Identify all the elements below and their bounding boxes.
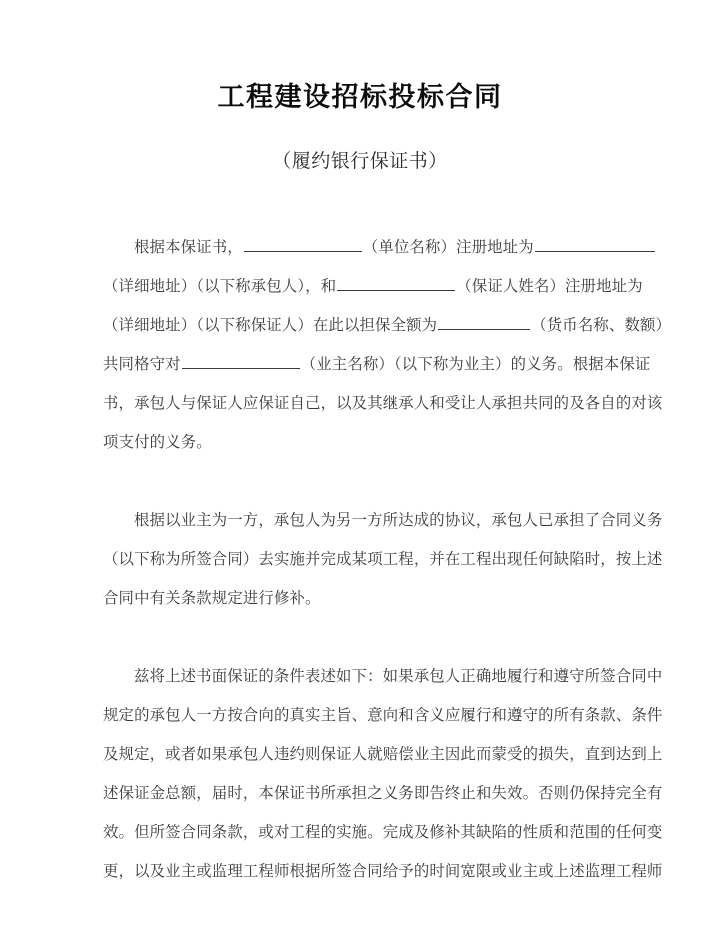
document-body — [103, 228, 672, 891]
paragraph — [103, 657, 663, 891]
page-title: 工程建设招标投标合同 — [217, 82, 503, 113]
fill-in-blank[interactable] — [337, 273, 455, 291]
text-run: （单位名称）注册地址为 — [362, 238, 534, 256]
fill-in-blank[interactable] — [244, 234, 362, 252]
text-line — [103, 228, 623, 267]
text-line — [103, 267, 643, 306]
text-run: 共同格守对 — [103, 355, 181, 373]
fill-in-blank[interactable] — [438, 312, 530, 330]
text-run: 更，以及业主或监理工程师根据所签合同给予的时间宽限或业主或上述监理工程师 — [103, 862, 663, 880]
text-run: 兹将上述书面保证的条件表述如下：如果承包人正确地履行和遵守所签合同中 — [134, 667, 663, 685]
document-subtitle: （履约银行保证书） — [272, 150, 448, 172]
text-run: 及规定，或者如果承包人违约则保证人就赔偿业主因此而蒙受的损失，直到达到上 — [103, 745, 663, 763]
text-line — [103, 423, 623, 462]
text-run: 效。但所签合同条款，或对工程的实施。完成及修补其缺陷的性质和范围的任何变 — [103, 823, 663, 841]
text-line — [103, 501, 663, 540]
text-line — [103, 657, 663, 696]
text-run: （详细地址）（以下称保证人）在此以担保全额为 — [103, 316, 438, 334]
text-run: 述保证金总额，届时，本保证书所承担之义务即告终止和失效。否则仍保持完全有 — [103, 784, 663, 802]
text-run: （以下称为所签合同）去实施并完成某项工程，并在工程出现任何缺陷时，按上述 — [103, 550, 663, 568]
paragraph — [103, 501, 663, 618]
text-run: 规定的承包人一方按合向的真实主旨、意向和含义应履行和遵守的所有条款、条件 — [103, 706, 663, 724]
text-run: 书，承包人与保证人应保证自己，以及其继承人和受让人承担共同的及各自的对该 — [103, 394, 663, 412]
paragraph — [103, 228, 672, 462]
text-run: （货币名称、数额） — [531, 316, 672, 334]
text-run: 项支付的义务。 — [103, 433, 212, 451]
text-line — [103, 345, 651, 384]
text-run: （详细地址）（以下称承包人），和 — [103, 277, 337, 295]
text-run: （保证人姓名）注册地址为 — [456, 277, 643, 295]
text-line — [103, 735, 663, 774]
text-run: 合同中有关条款规定进行修补。 — [103, 589, 321, 607]
text-run: 根据本保证书， — [134, 238, 243, 256]
text-run: （业主名称）（以下称为业主）的义务。根据本保证 — [300, 355, 651, 373]
text-run: 根据以业主为一方，承包人为另一方所达成的协议，承包人已承担了合同义务 — [134, 511, 663, 529]
text-line — [103, 696, 663, 735]
text-line — [103, 852, 663, 891]
text-line — [103, 384, 663, 423]
fill-in-blank[interactable] — [535, 234, 655, 252]
fill-in-blank[interactable] — [182, 351, 300, 369]
text-line — [103, 579, 623, 618]
text-line — [103, 813, 663, 852]
text-line — [103, 774, 663, 813]
text-line — [103, 540, 663, 579]
text-line — [103, 306, 672, 345]
